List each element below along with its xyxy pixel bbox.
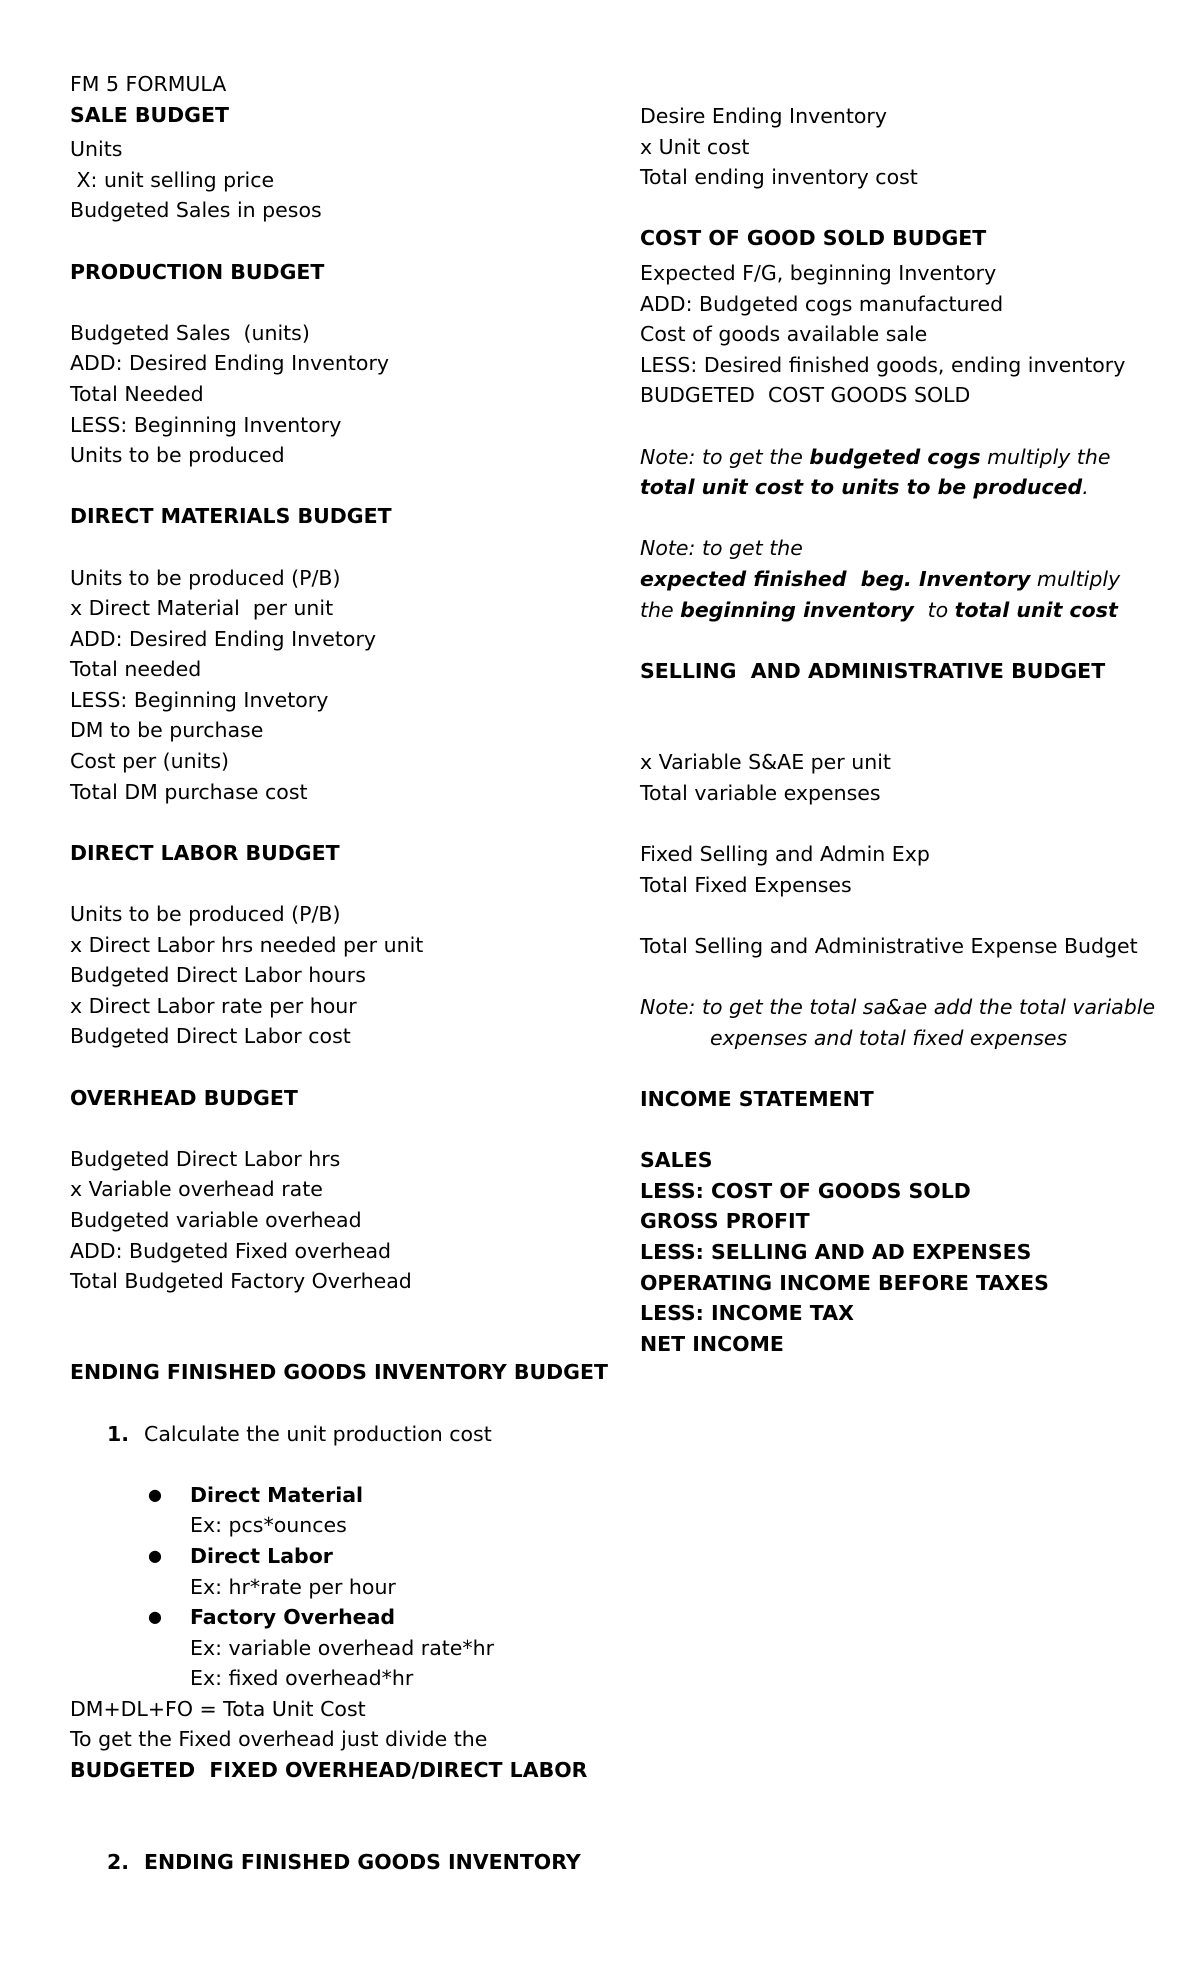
left-column	[70, 69, 610, 1877]
blank	[70, 532, 610, 563]
bullet-label: Direct Labor	[190, 1543, 333, 1568]
cogs-budget-lines	[640, 258, 1180, 411]
bullet-icon: ●	[148, 1484, 162, 1504]
fixed-overhead-note-bold: BUDGETED FIXED OVERHEAD/DIRECT LABOR	[70, 1758, 588, 1783]
blank	[70, 287, 610, 318]
line: Budgeted Direct Labor cost	[70, 1024, 351, 1049]
line: Total Fixed Expenses	[640, 872, 852, 897]
formula-line: DM+DL+FO = Tota Unit Cost	[70, 1696, 366, 1721]
blank	[640, 411, 1180, 442]
line: Total ending inventory cost	[640, 165, 918, 190]
bullet-factory-overhead	[70, 1602, 610, 1633]
line: Units to be produced	[70, 443, 285, 468]
line: Budgeted Sales in pesos	[70, 198, 322, 223]
blank	[70, 868, 610, 899]
line: Budgeted variable overhead	[70, 1207, 362, 1232]
line: Budgeted Direct Labor hours	[70, 963, 366, 988]
line: ADD: Budgeted Fixed overhead	[70, 1238, 392, 1263]
line: BUDGETED COST GOODS SOLD	[640, 383, 971, 408]
line: LESS: Beginning Inventory	[70, 412, 342, 437]
sales-budget-heading: SALE BUDGET	[70, 102, 229, 127]
income-line: LESS: SELLING AND AD EXPENSES	[640, 1239, 1032, 1264]
blank	[640, 717, 1180, 748]
line: Desire Ending Inventory	[640, 104, 887, 128]
step-number: 2.	[107, 1849, 130, 1874]
income-line: LESS: INCOME TAX	[640, 1301, 854, 1326]
line: Total Budgeted Factory Overhead	[70, 1269, 412, 1294]
bullet-direct-labor	[70, 1541, 610, 1572]
note-sae-line-2: expenses and total fixed expenses	[710, 1025, 1068, 1050]
fixed-overhead-note: To get the Fixed overhead just divide the	[70, 1727, 488, 1752]
step-2	[70, 1847, 610, 1878]
income-line: OPERATING INCOME BEFORE TAXES	[640, 1270, 1049, 1295]
bullet-label: Factory Overhead	[190, 1605, 396, 1630]
right-column	[640, 101, 1180, 1359]
blank	[70, 1388, 610, 1419]
note-bold: beginning inventory	[680, 597, 922, 622]
blank	[70, 1052, 610, 1083]
note-text: Note: to get the	[640, 444, 810, 469]
blank	[70, 1786, 610, 1817]
document-title: FM 5 FORMULA	[70, 72, 227, 96]
direct-materials-budget-heading: DIRECT MATERIALS BUDGET	[70, 504, 392, 529]
line: x Variable overhead rate	[70, 1177, 323, 1202]
line: Budgeted Sales (units)	[70, 320, 310, 345]
sae-budget-heading: SELLING AND ADMINISTRATIVE BUDGET	[640, 658, 1106, 683]
note-expected-fg	[640, 533, 1155, 625]
note-sae-line-1: Note: to get the total sa&ae add the total variable	[640, 995, 1156, 1020]
bullet-direct-material	[70, 1480, 610, 1511]
line: Units	[70, 137, 123, 162]
bullet-icon: ●	[148, 1607, 162, 1627]
line: X: unit selling price	[70, 167, 275, 192]
blank	[640, 900, 1180, 931]
note-bold: budgeted cogs	[809, 444, 981, 469]
line: Total DM purchase cost	[70, 779, 308, 804]
step-text: ENDING FINISHED GOODS INVENTORY	[144, 1849, 581, 1874]
line: LESS: Desired finished goods, ending inventory	[640, 352, 1126, 377]
note-bold: total unit cost	[954, 597, 1118, 622]
example-line: Ex: hr*rate per hour	[190, 1574, 396, 1599]
step-number: 1.	[107, 1421, 130, 1446]
note-text: to	[921, 597, 955, 622]
blank	[70, 226, 610, 257]
example-line: Ex: pcs*ounces	[190, 1513, 347, 1538]
bullet-label: Direct Material	[190, 1482, 364, 1507]
bullet-icon: ●	[148, 1545, 162, 1565]
blank	[70, 1816, 610, 1847]
income-statement-heading: INCOME STATEMENT	[640, 1087, 874, 1111]
note-text: multiply the	[980, 444, 1111, 469]
blank	[70, 1297, 610, 1328]
line: ADD: Budgeted cogs manufactured	[640, 291, 1004, 316]
income-line: NET INCOME	[640, 1331, 784, 1356]
line: ADD: Desired Ending Inventory	[70, 351, 390, 376]
line: Total variable expenses	[640, 781, 881, 806]
line: Total needed	[70, 657, 202, 682]
blank	[70, 1327, 610, 1357]
line: x Direct Labor hrs needed per unit	[70, 932, 424, 957]
note-text: .	[1082, 475, 1089, 500]
line: Total Needed	[70, 381, 204, 406]
cogs-budget-heading: COST OF GOOD SOLD BUDGET	[640, 226, 987, 251]
income-line: LESS: COST OF GOODS SOLD	[640, 1178, 971, 1203]
blank	[640, 193, 1180, 224]
income-line: SALES	[640, 1148, 713, 1173]
note-text: Note: to get the	[640, 536, 803, 561]
blank	[640, 962, 1180, 993]
overhead-budget-heading: OVERHEAD BUDGET	[70, 1085, 298, 1110]
blank	[640, 809, 1180, 840]
blank	[70, 1113, 610, 1144]
blank	[70, 471, 610, 502]
line: ADD: Desired Ending Invetory	[70, 626, 377, 651]
sales-budget-lines	[70, 134, 610, 226]
note-budgeted-cogs	[640, 442, 1150, 503]
blank	[640, 1115, 1180, 1146]
line: Units to be produced (P/B)	[70, 565, 341, 590]
line: Total Selling and Administrative Expense Budget	[640, 934, 1138, 959]
line: Fixed Selling and Admin Exp	[640, 842, 930, 867]
example-line: Ex: variable overhead rate*hr	[190, 1635, 495, 1660]
line: x Direct Material per unit	[70, 596, 334, 621]
blank	[640, 1053, 1180, 1084]
line: x Variable S&AE per unit	[640, 750, 891, 775]
note-bold: expected finished beg. Inventory	[640, 566, 1031, 591]
income-line: GROSS PROFIT	[640, 1209, 810, 1234]
blank	[640, 686, 1180, 717]
line: LESS: Beginning Invetory	[70, 687, 329, 712]
note-bold: total unit cost to units to be produced	[640, 475, 1083, 500]
example-line: Ex: fixed overhead*hr	[190, 1666, 414, 1691]
blank	[70, 1449, 610, 1480]
line: x Unit cost	[640, 134, 750, 159]
line: DM to be purchase	[70, 718, 264, 743]
direct-labor-budget-heading: DIRECT LABOR BUDGET	[70, 840, 340, 865]
line: Budgeted Direct Labor hrs	[70, 1146, 341, 1171]
blank	[640, 503, 1180, 534]
production-budget-heading: PRODUCTION BUDGET	[70, 259, 325, 284]
note-text: multiply the	[640, 566, 1121, 622]
line: Expected F/G, beginning Inventory	[640, 260, 997, 285]
ending-fg-budget-heading: ENDING FINISHED GOODS INVENTORY BUDGET	[70, 1360, 608, 1385]
line: Units to be produced (P/B)	[70, 902, 341, 927]
step-1	[70, 1419, 610, 1450]
line: Cost of goods available sale	[640, 322, 928, 347]
step-text: Calculate the unit production cost	[144, 1421, 492, 1446]
blank	[640, 625, 1180, 656]
blank	[70, 807, 610, 838]
line: x Direct Labor rate per hour	[70, 993, 357, 1018]
line: Cost per (units)	[70, 749, 230, 774]
